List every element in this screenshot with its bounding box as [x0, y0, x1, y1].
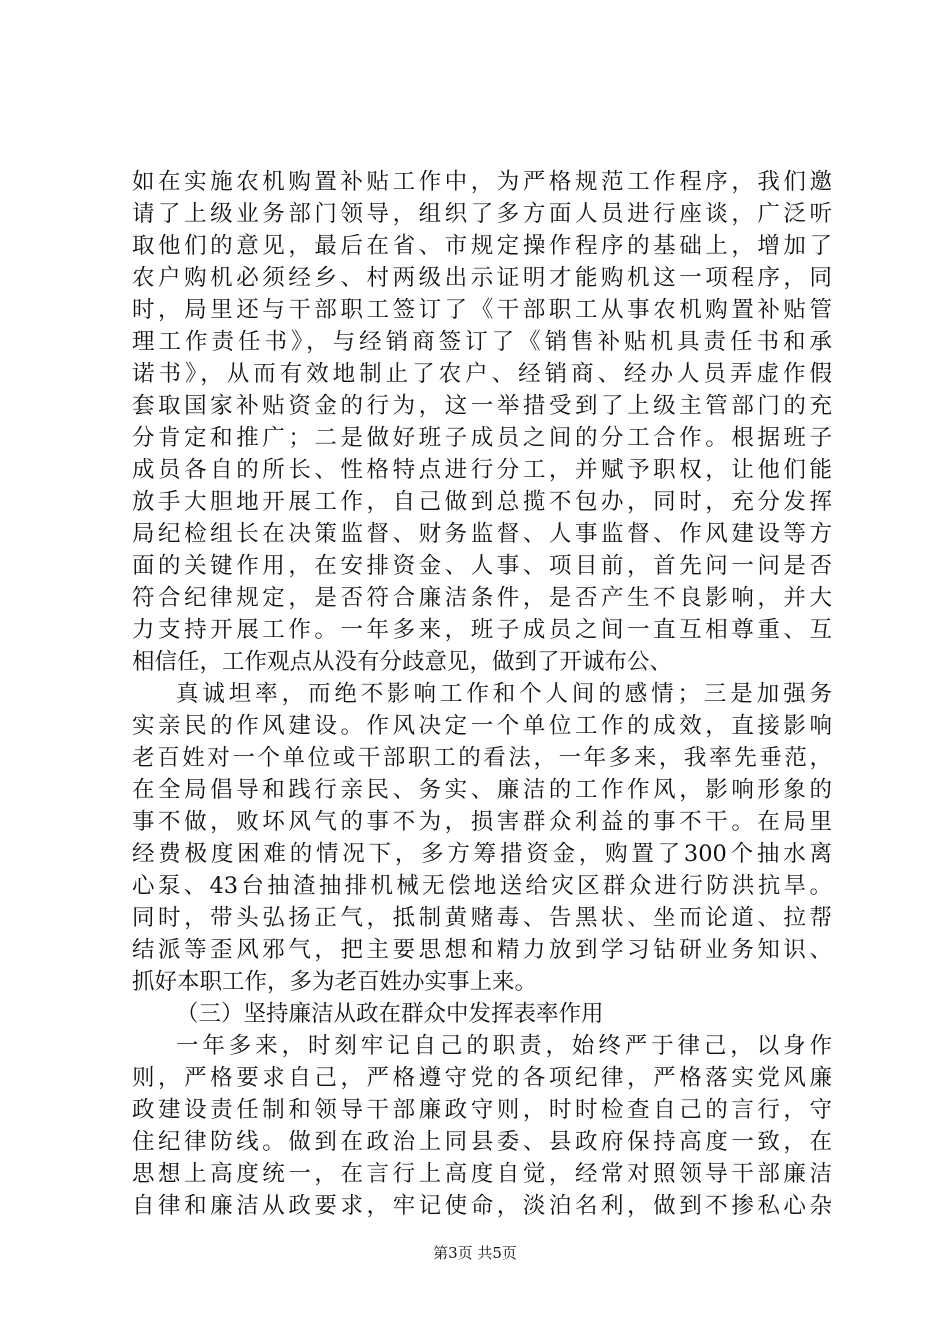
text-line: 老百姓对一个单位或干部职工的看法，一年多来，我率先垂范，	[132, 745, 832, 771]
text-line: 心泵、43台抽渣抽排机械无偿地送给灾区群众进行防洪抗旱。	[132, 873, 832, 899]
text-line: 局纪检组长在决策监督、财务监督、人事监督、作风建设等方	[132, 521, 832, 547]
text-line: 农户购机必须经乡、村两级出示证明才能购机这一项程序，同	[132, 265, 832, 291]
page-number-footer: 第3页 共5页	[433, 1244, 517, 1262]
text-line: 事不做，败坏风气的事不为，损害群众利益的事不干。在局里	[132, 809, 832, 835]
text-line: 时，局里还与干部职工签订了《干部职工从事农机购置补贴管	[132, 297, 832, 323]
text-line: 诺书》，从而有效地制止了农户、经销商、经办人员弄虚作假	[132, 361, 832, 387]
text-line: 面的关键作用，在安排资金、人事、项目前，首先问一问是否	[132, 553, 832, 579]
text-line: 在全局倡导和践行亲民、务实、廉洁的工作作风，影响形象的	[132, 777, 832, 803]
text-line: 住纪律防线。做到在政治上同县委、县政府保持高度一致，在	[132, 1129, 832, 1155]
document-body	[132, 166, 832, 1222]
text-line: 符合纪律规定，是否符合廉洁条件，是否产生不良影响，并大	[132, 585, 832, 611]
text-line: 自律和廉洁从政要求，牢记使命，淡泊名利，做到不掺私心杂	[132, 1193, 832, 1219]
text-line: 请了上级业务部门领导，组织了多方面人员进行座谈，广泛听	[132, 201, 832, 227]
text-line: 放手大胆地开展工作，自己做到总揽不包办，同时，充分发挥	[132, 489, 832, 515]
text-line: 同时，带头弘扬正气，抵制黄赌毒、告黑状、坐而论道、拉帮	[132, 905, 832, 931]
text-line: 结派等歪风邪气，把主要思想和精力放到学习钻研业务知识、	[132, 937, 832, 963]
text-line: 成员各自的所长、性格特点进行分工，并赋予职权，让他们能	[132, 457, 832, 483]
text-line: 相信任，工作观点从没有分歧意见，做到了开诚布公、	[132, 649, 673, 675]
text-line: 取他们的意见，最后在省、市规定操作程序的基础上，增加了	[132, 233, 832, 259]
text-line: 思想上高度统一，在言行上高度自觉，经常对照领导干部廉洁	[132, 1161, 832, 1187]
text-line: 一年多来，时刻牢记自己的职责，始终严于律己，以身作	[176, 1033, 832, 1059]
text-line: 理工作责任书》，与经销商签订了《销售补贴机具责任书和承	[132, 329, 832, 355]
text-line: 抓好本职工作，多为老百姓办实事上来。	[132, 969, 538, 995]
text-line: 分肯定和推广；二是做好班子成员之间的分工合作。根据班子	[132, 425, 832, 451]
section-heading: （三）坚持廉洁从政在群众中发挥表率作用	[176, 1001, 604, 1027]
text-line: 真诚坦率，而绝不影响工作和个人间的感情；三是加强务	[176, 681, 832, 707]
text-line: 如在实施农机购置补贴工作中，为严格规范工作程序，我们邀	[132, 169, 832, 195]
text-line: 则，严格要求自己，严格遵守党的各项纪律，严格落实党风廉	[132, 1065, 832, 1091]
text-line: 实亲民的作风建设。作风决定一个单位工作的成效，直接影响	[132, 713, 832, 739]
text-line: 套取国家补贴资金的行为，这一举措受到了上级主管部门的充	[132, 393, 832, 419]
text-line: 力支持开展工作。一年多来，班子成员之间一直互相尊重、互	[132, 617, 832, 643]
text-line: 政建设责任制和领导干部廉政守则，时时检查自己的言行，守	[132, 1097, 832, 1123]
text-line: 经费极度困难的情况下，多方筹措资金，购置了300个抽水离	[132, 841, 832, 867]
